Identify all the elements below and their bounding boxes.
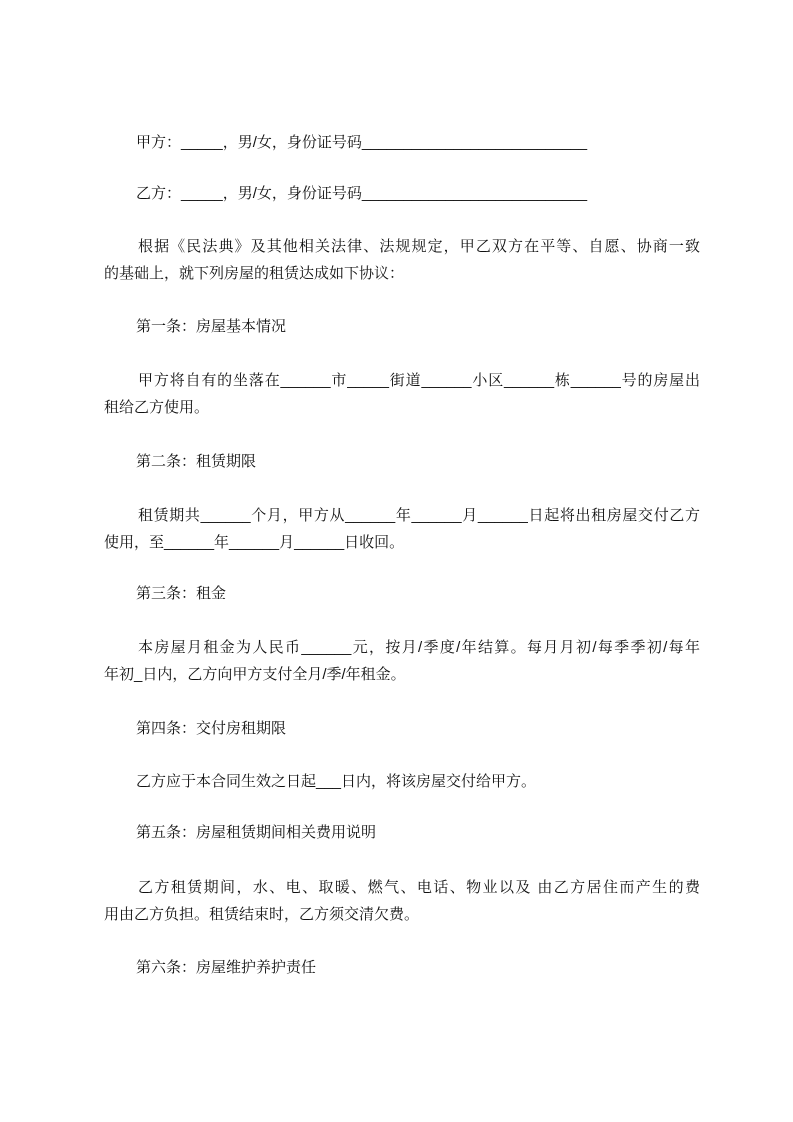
paragraph-line: 甲方将自有的坐落在______市_____街道______小区______栋______号的房屋出: [138, 372, 700, 389]
article-2-title: [104, 448, 700, 475]
party-a-text: 甲方：_____，男/女，身份证号码___________________________: [136, 134, 588, 151]
paragraph-line: 租赁期共______个月，甲方从______年______月______日起将出租房屋交付乙方: [138, 507, 700, 524]
preamble-paragraph: [104, 233, 700, 287]
article-3-body: [104, 634, 700, 688]
paragraph-line: 用由乙方负担。租赁结束时，乙方须交清欠费。: [104, 906, 420, 923]
paragraph-line: 本房屋月租金为人民币______元，按月/季度/年结算。每月月初/每季季初/每年: [138, 639, 700, 656]
paragraph-line: 的基础上，就下列房屋的租赁达成如下协议：: [104, 265, 405, 282]
paragraph-line: 根据《民法典》及其他相关法律、法规规定，甲乙双方在平等、自愿、协商一致: [138, 238, 700, 255]
paragraph-line: 年初_日内，乙方向甲方支付全月/季/年租金。: [104, 666, 406, 683]
article-3-title: [104, 580, 700, 607]
article-2-body: [104, 502, 700, 556]
paragraph-line: 租给乙方使用。: [104, 399, 210, 416]
heading: 第一条：房屋基本情况: [136, 318, 287, 335]
heading: 第三条：租金: [136, 585, 227, 602]
article-4-title: [104, 715, 700, 742]
heading: 第六条：房屋维护养护责任: [136, 959, 317, 976]
paragraph-line: 乙方应于本合同生效之日起___日内，将该房屋交付给甲方。: [136, 773, 537, 790]
article-5-title: [104, 819, 700, 846]
party-b-text: 乙方：_____，男/女，身份证号码___________________________: [136, 185, 588, 202]
paragraph-line: 使用，至______年______月______日收回。: [104, 534, 405, 551]
heading: 第五条：房屋租赁期间相关费用说明: [136, 824, 377, 841]
heading: 第四条：交付房租期限: [136, 720, 287, 737]
article-5-body: [104, 874, 700, 928]
paragraph-line: 乙方租赁期间，水、电、取暖、燃气、电话、物业以及 由乙方居住而产生的费: [138, 879, 700, 896]
article-4-body: [104, 768, 700, 795]
article-6-title: [104, 954, 700, 981]
article-1-title: [104, 313, 700, 340]
party-b-line: [104, 180, 700, 207]
heading: 第二条：租赁期限: [136, 453, 257, 470]
party-a-line: [104, 129, 700, 156]
article-1-body: [104, 367, 700, 421]
